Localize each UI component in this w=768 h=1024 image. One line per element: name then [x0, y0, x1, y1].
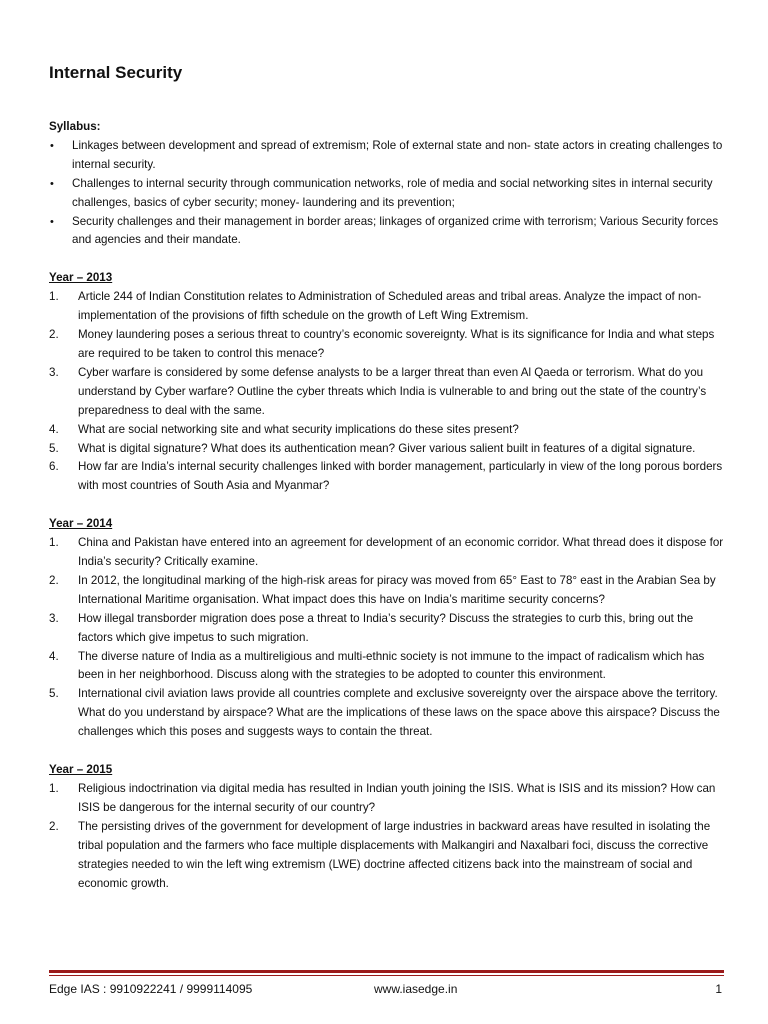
- page-title: Internal Security: [49, 63, 183, 82]
- question-text: The persisting drives of the government for development of large industries in backward areas have resulted in isolating the tribal population and the farmers who face multiple displacements with Malkangiri and Naxalbari foci, discuss the corrective strategies needed to win the left wing extremism (LWE) doctrine affected citizens back into the mainstream of social and economic growth.: [78, 819, 711, 890]
- bullet-icon: •: [50, 215, 54, 228]
- question-text: Money laundering poses a serious threat to country’s economic sovereignty. What is its significance for India and what steps are required to be taken to control this menace?: [78, 328, 715, 360]
- question-text: What are social networking site and what security implications do these sites present?: [78, 422, 519, 436]
- question-number: 1.: [49, 536, 59, 550]
- year-heading-2013: Year – 2013: [49, 271, 113, 285]
- syllabus-item: [49, 175, 725, 213]
- question-list-2013: [49, 288, 725, 496]
- question-number: 4.: [49, 649, 59, 663]
- question-text: Article 244 of Indian Constitution relates to Administration of Scheduled areas and tribal areas. Analyze the impact of non-implementation of the provisions of fifth schedule on the growth of Left Wing Extremism.: [78, 290, 702, 323]
- question-number: 3.: [49, 611, 59, 625]
- syllabus-item-text: Linkages between development and spread of extremism; Role of external state and non- state actors in creating challenges to internal security.: [72, 138, 723, 171]
- syllabus-item-text: Challenges to internal security through communication networks, role of media and social networking sites in internal security challenges, basics of cyber security; money- laundering and its prevention;: [72, 176, 713, 209]
- question-item: [49, 440, 725, 459]
- syllabus-label: Syllabus:: [49, 120, 101, 133]
- question-list-2014: [49, 534, 725, 742]
- year-heading-2015: Year – 2015: [49, 763, 113, 777]
- bullet-icon: •: [50, 139, 54, 152]
- question-number: 5.: [49, 441, 59, 455]
- question-item: [49, 458, 725, 496]
- question-item: [49, 610, 725, 648]
- bullet-icon: •: [50, 177, 54, 190]
- page-footer: [49, 982, 724, 998]
- question-text: International civil aviation laws provide all countries complete and exclusive sovereignty over the airspace above the territory. What do you understand by airspace? What are the implications of these laws on the space above this airspace? Discuss the challenges which this poses and suggests ways to contain the threat.: [78, 687, 720, 739]
- question-text: In 2012, the longitudinal marking of the high-risk areas for piracy was moved from 65° East to 78° east in the Arabian Sea by International Maritime organisation. What impact does this have on India’s maritime security concerns?: [78, 573, 716, 606]
- question-text: How far are India’s internal security challenges linked with border management, particularly in view of the long porous borders with most countries of South Asia and Myanmar?: [78, 460, 723, 493]
- footer-divider: [49, 970, 724, 977]
- question-item: [49, 780, 725, 818]
- question-item: [49, 421, 725, 440]
- question-number: 5.: [49, 687, 59, 701]
- syllabus-item-text: Security challenges and their management in border areas; linkages of organized crime with terrorism; Various Security forces and agencies and their mandate.: [72, 214, 719, 247]
- question-text: What is digital signature? What does its authentication mean? Giver various salient built in features of a digital signature.: [78, 441, 696, 455]
- question-item: [49, 288, 725, 326]
- question-text: Cyber warfare is considered by some defense analysts to be a larger threat than even Al Qaeda or terrorism. What do you understand by Cyber warfare? Outline the cyber threats which India is vulnerable to and bring out the state of the country’s preparedness to deal with the same.: [78, 365, 707, 417]
- syllabus-item: [49, 137, 725, 175]
- question-item: [49, 818, 725, 894]
- syllabus-item: [49, 213, 725, 251]
- page-number: 1: [715, 982, 722, 996]
- question-number: 2.: [49, 819, 59, 833]
- question-list-2015: [49, 780, 725, 893]
- question-item: [49, 364, 725, 421]
- question-item: [49, 648, 725, 686]
- question-text: How illegal transborder migration does pose a threat to India’s security? Discuss the strategies to curb this, bring out the factors which give impetus to such migration.: [78, 611, 694, 644]
- question-item: [49, 326, 725, 364]
- question-number: 2.: [49, 328, 59, 342]
- question-text: China and Pakistan have entered into an agreement for development of an economic corridor. What thread does it dispose for India’s security? Critically examine.: [78, 536, 724, 569]
- question-text: Religious indoctrination via digital media has resulted in Indian youth joining the ISIS. What is ISIS and its mission? How can ISIS be dangerous for the internal security of our country?: [78, 782, 716, 814]
- question-number: 3.: [49, 365, 59, 379]
- syllabus-list: [49, 137, 725, 250]
- question-item: [49, 534, 725, 572]
- footer-rule-thick: [49, 970, 724, 973]
- question-number: 6.: [49, 460, 59, 474]
- footer-contact: Edge IAS : 9910922241 / 9999114095: [49, 982, 253, 996]
- question-number: 2.: [49, 573, 59, 587]
- question-item: [49, 685, 725, 742]
- year-heading-2014: Year – 2014: [49, 517, 113, 531]
- footer-rule-thin: [49, 975, 724, 976]
- document-body: [49, 118, 725, 893]
- question-item: [49, 572, 725, 610]
- footer-website-link[interactable]: www.iasedge.in: [374, 982, 458, 996]
- question-number: 1.: [49, 782, 59, 795]
- question-text: The diverse nature of India as a multireligious and multi-ethnic society is not immune to the impact of radicalism which has been in her neighborhood. Discuss along with the strategies to be adopted to counter this environment.: [78, 649, 705, 682]
- question-number: 4.: [49, 422, 59, 436]
- question-number: 1.: [49, 290, 59, 304]
